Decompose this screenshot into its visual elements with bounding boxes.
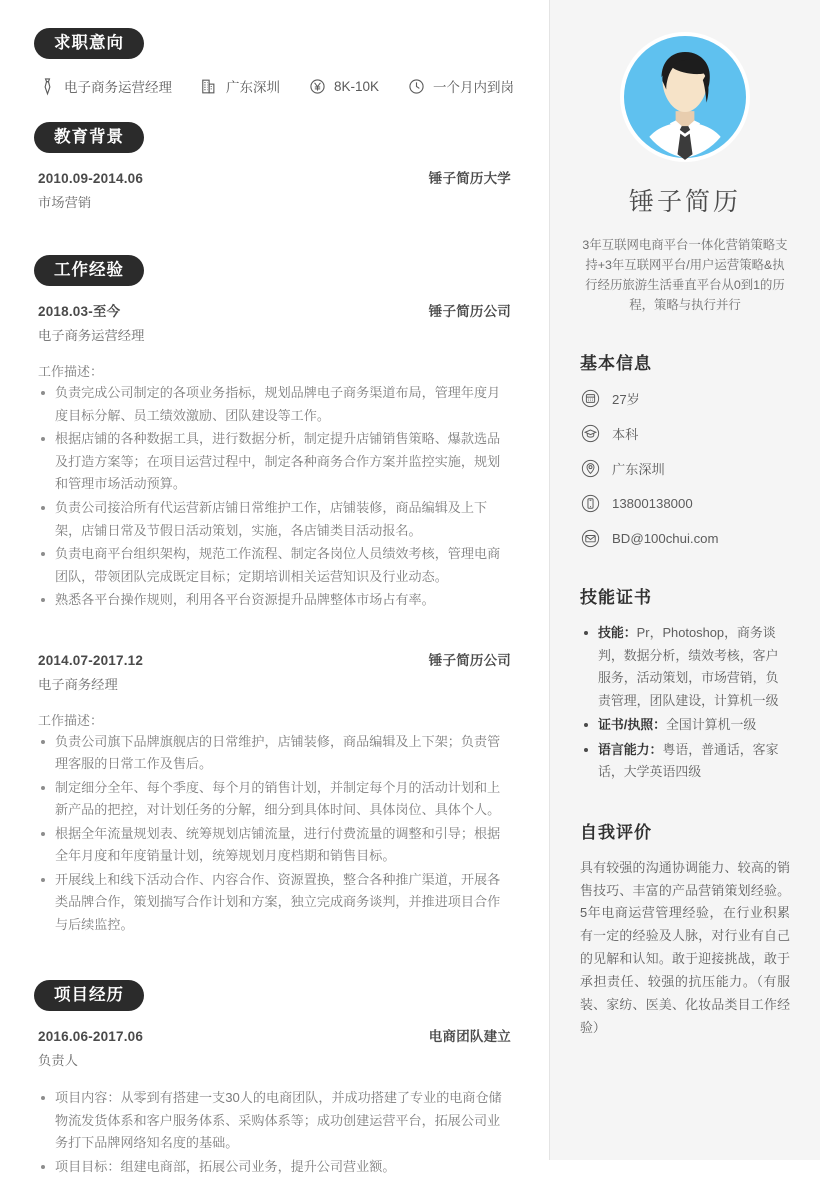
section-basic-info (580, 349, 790, 549)
project-bullet: 项目目标：组建电商部，拓展公司业务，提升公司营业额。 (38, 1156, 511, 1178)
project-role: 负责人 (38, 1053, 78, 1069)
work-bullet-list (38, 382, 511, 611)
basic-info-age (580, 388, 790, 409)
education-entry-head (38, 167, 511, 187)
work-desc-label: 工作描述： (38, 712, 104, 728)
avatar-illustration-icon (624, 36, 746, 158)
basic-info-phone (580, 493, 790, 514)
job-intent-salary (308, 77, 379, 96)
sidebar-column (550, 0, 820, 1160)
project-name: 电商团队建立 (428, 1029, 511, 1045)
spacer (34, 215, 511, 255)
education-period: 2010.09-2014.06 (38, 171, 144, 187)
work-bullet: 根据全年流量规划表、统筹规划店铺流量，进行付费流量的调整和引导；根据全年月度和年度销量计划，统筹规划月度档期和销售目标。 (38, 823, 511, 868)
tie-icon (38, 77, 57, 96)
work-bullet: 负责公司接洽所有代运营新店铺日常维护工作，店铺装修，商品编辑及上下架，店铺日常及节假日活动策划，实施，各店铺类目活动报名。 (38, 497, 511, 542)
section-title-basic-info: 基本信息 (580, 354, 652, 374)
section-title-self-evaluation: 自我评价 (580, 822, 652, 842)
basic-info-email (580, 528, 790, 549)
basic-info-age-text: 27岁 (612, 392, 640, 408)
work-company: 锤子简历公司 (428, 652, 511, 668)
education-entry (34, 167, 511, 211)
education-major: 市场营销 (38, 195, 92, 211)
spacer (34, 613, 511, 635)
work-bullet: 根据店铺的各种数据工具，进行数据分析，制定提升店铺销售策略、爆款选品及打造方案等；在项目运营过程中，制定各种商务合作方案并监控实施，规划和管理市场活动预算。 (38, 428, 511, 496)
section-title-skills: 技能证书 (580, 588, 652, 608)
project-entry-head (38, 1025, 511, 1045)
job-intent-availability-text: 一个月内到岗 (433, 80, 515, 96)
phone-icon (580, 493, 601, 514)
section-work-experience (34, 255, 511, 936)
work-bullet: 负责完成公司制定的各项业务指标，规划品牌电子商务渠道布局，管理年度月度目标分解、员工绩效激励、团队建设等工作。 (38, 382, 511, 427)
basic-info-list (580, 388, 790, 549)
work-desc-label: 工作描述： (38, 364, 104, 380)
skills-list (580, 622, 790, 783)
section-education (34, 122, 511, 211)
project-period: 2016.06-2017.06 (38, 1029, 144, 1045)
section-title-project-experience: 项目经历 (34, 980, 144, 1011)
basic-info-education (580, 423, 790, 444)
section-skills (580, 583, 790, 783)
basic-info-location-text: 广东深圳 (612, 462, 665, 478)
skill-value: 全国计算机一级 (666, 717, 757, 733)
person-name: 锤子简历 (628, 188, 741, 216)
skill-label: 技能： (598, 625, 637, 641)
work-bullet: 熟悉各平台操作规则，利用各平台资源提升品牌整体市场占有率。 (38, 589, 511, 612)
job-intent-availability (407, 76, 514, 96)
job-intent-location-text: 广东深圳 (226, 80, 280, 96)
job-intent-row (34, 76, 515, 96)
basic-info-education-text: 本科 (612, 427, 639, 443)
graduation-cap-icon (580, 423, 601, 444)
skill-label: 证书/执照： (598, 717, 667, 733)
job-intent-salary-text: 8K-10K (334, 78, 380, 94)
envelope-icon (580, 528, 601, 549)
work-company: 锤子简历公司 (428, 304, 511, 320)
project-bullet: 项目内容：从零到有搭建一支30人的电商团队，并成功搭建了专业的电商仓储物流发货体系和客户服务体系、采购体系等；成功创建运营平台，拓展公司业务打下品牌网络知名度的基础。 (38, 1087, 511, 1155)
clock-icon (407, 77, 426, 96)
work-bullet: 负责公司旗下品牌旗舰店的日常维护，店铺装修，商品编辑及上下架；负责管理客服的日常工作及售后。 (38, 731, 511, 776)
skill-item (582, 622, 790, 712)
work-period: 2018.03-至今 (38, 304, 121, 320)
project-bullet-list (38, 1087, 511, 1178)
work-bullet: 负责电商平台组织架构，规范工作流程、制定各岗位人员绩效考核，管理电商团队，带领团队完成既定目标；定期培训相关运营知识及行业动态。 (38, 543, 511, 588)
basic-info-location (580, 458, 790, 479)
work-position: 电子商务运营经理 (38, 328, 145, 344)
job-intent-location (200, 76, 280, 96)
calendar-icon (580, 388, 601, 409)
section-title-job-intent: 求职意向 (34, 28, 144, 59)
building-icon (200, 77, 219, 96)
education-school: 锤子简历大学 (428, 171, 511, 187)
work-period: 2014.07-2017.12 (38, 652, 144, 668)
skill-item (582, 739, 790, 784)
skill-value: 粤语，普通话，客家话，大学英语四级 (598, 741, 779, 780)
basic-info-phone-text: 13800138000 (612, 496, 693, 512)
skill-item (582, 714, 790, 736)
section-project-experience (34, 980, 511, 1178)
job-intent-position-text: 电子商务运营经理 (64, 80, 172, 96)
work-bullet-list (38, 731, 511, 937)
person-tagline: 3年互联网电商平台一体化营销策略支持+3年互联网平台/用户运营策略&执行经历旅游生活垂直平台从0到1的历程，策略与执行并行 (582, 238, 788, 313)
spacer (34, 940, 511, 980)
work-position: 电子商务经理 (38, 676, 118, 692)
work-entry (34, 649, 511, 937)
avatar (620, 32, 750, 162)
work-bullet: 开展线上和线下活动合作、内容合作、资源置换，整合各种推广渠道，开展各类品牌合作，策划揣写合作计划和方案，独立完成商务谈判，并推进项目合作与后续监控。 (38, 869, 511, 937)
project-entry (34, 1025, 511, 1178)
section-job-intent (34, 28, 515, 96)
self-evaluation-text: 具有较强的沟通协调能力、较高的销售技巧、丰富的产品营销策划经验。5年电商运营管理经验，在行业积累有一定的经验及人脉，对行业有自己的见解和认知。敢于迎接挑战，敢于承担责任、较强的抗压能力。（有服装、家纺、医美、化妆品类目工作经验） (580, 859, 790, 1036)
basic-info-email-text: BD@100chui.com (612, 531, 719, 547)
work-entry-head (38, 300, 511, 320)
location-pin-icon (580, 458, 601, 479)
skill-label: 语言能力： (598, 741, 663, 757)
section-title-work-experience: 工作经验 (34, 255, 144, 286)
skill-value: Pr，Photoshop，商务谈判，数据分析，绩效考核，客户服务，活动策划，市场营销，负责管理，团队建设，计算机一级 (598, 625, 779, 708)
work-entry-head (38, 649, 511, 669)
work-entry (34, 300, 511, 611)
job-intent-position (38, 76, 172, 96)
work-bullet: 制定细分全年、每个季度、每个月的销售计划，并制定每个月的活动计划和上新产品的把控，对计划任务的分解，细分到具体时间、具体岗位、具体个人。 (38, 777, 511, 822)
yen-icon (308, 77, 327, 96)
section-self-evaluation (580, 818, 790, 1041)
section-title-education: 教育背景 (34, 122, 144, 153)
